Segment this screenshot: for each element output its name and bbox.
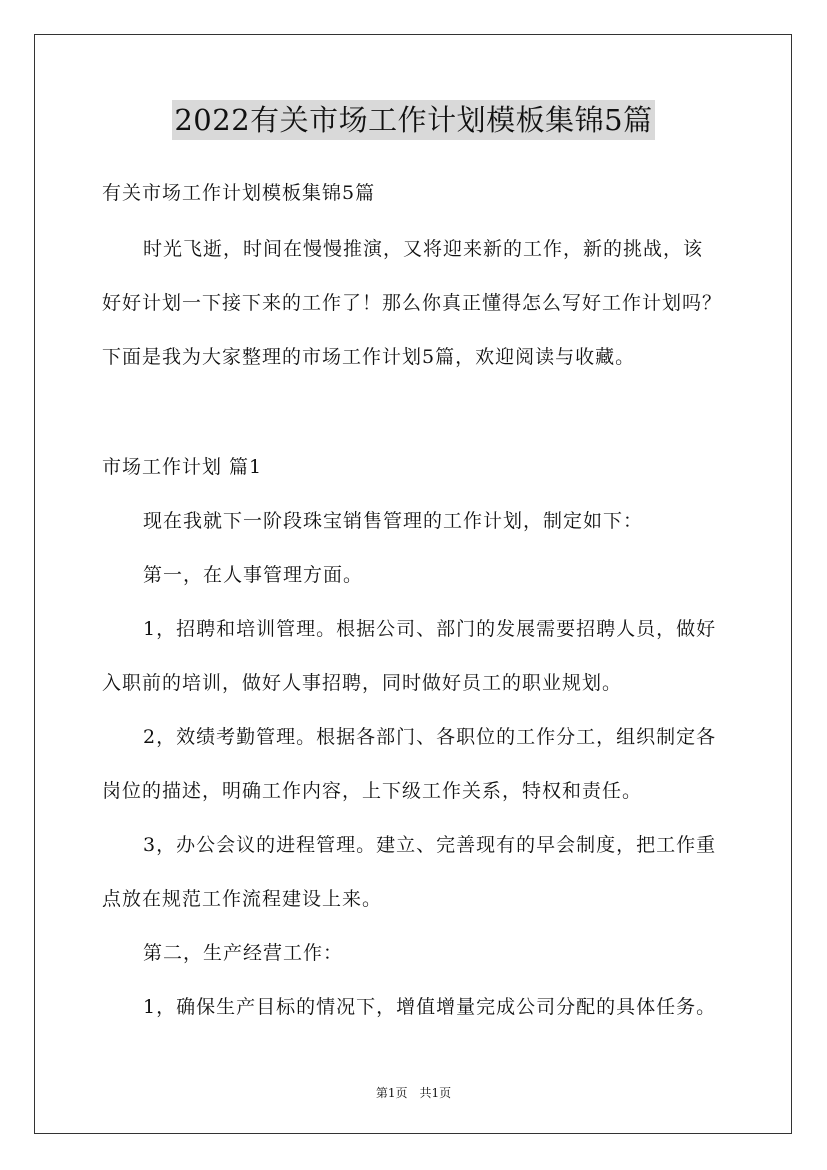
document-title: 2022有关市场工作计划模板集锦5篇 [172, 100, 654, 140]
body-line-6: 岗位的描述，明确工作内容，上下级工作关系，特权和责任。 [102, 780, 643, 802]
page-footer: 第1页 共1页 [375, 1086, 452, 1100]
intro-line-3: 下面是我为大家整理的市场工作计划5篇，欢迎阅读与收藏。 [102, 346, 636, 368]
title-container [0, 100, 827, 140]
document-subtitle: 有关市场工作计划模板集锦5篇 [102, 182, 376, 204]
body-line-4: 入职前的培训，做好人事招聘，同时做好员工的职业规划。 [102, 672, 623, 694]
intro-line-2: 好好计划一下接下来的工作了！那么你真正懂得怎么写好工作计划吗？ [102, 292, 723, 314]
body-line-10: 1，确保生产目标的情况下，增值增量完成公司分配的具体任务。 [143, 996, 717, 1018]
body-line-3: 1，招聘和培训管理。根据公司、部门的发展需要招聘人员，做好 [143, 618, 717, 640]
intro-line-1: 时光飞逝，时间在慢慢推演，又将迎来新的工作，新的挑战，该 [143, 238, 704, 260]
body-line-1: 现在我就下一阶段珠宝销售管理的工作计划，制定如下： [143, 510, 644, 532]
section-heading: 市场工作计划 篇1 [102, 456, 263, 478]
body-line-9: 第二，生产经营工作： [143, 942, 344, 964]
body-line-2: 第一，在人事管理方面。 [143, 564, 364, 586]
body-line-5: 2，效绩考勤管理。根据各部门、各职位的工作分工，组织制定各 [143, 726, 717, 748]
body-line-7: 3，办公会议的进程管理。建立、完善现有的早会制度，把工作重 [143, 834, 717, 856]
body-line-8: 点放在规范工作流程建设上来。 [102, 888, 383, 910]
